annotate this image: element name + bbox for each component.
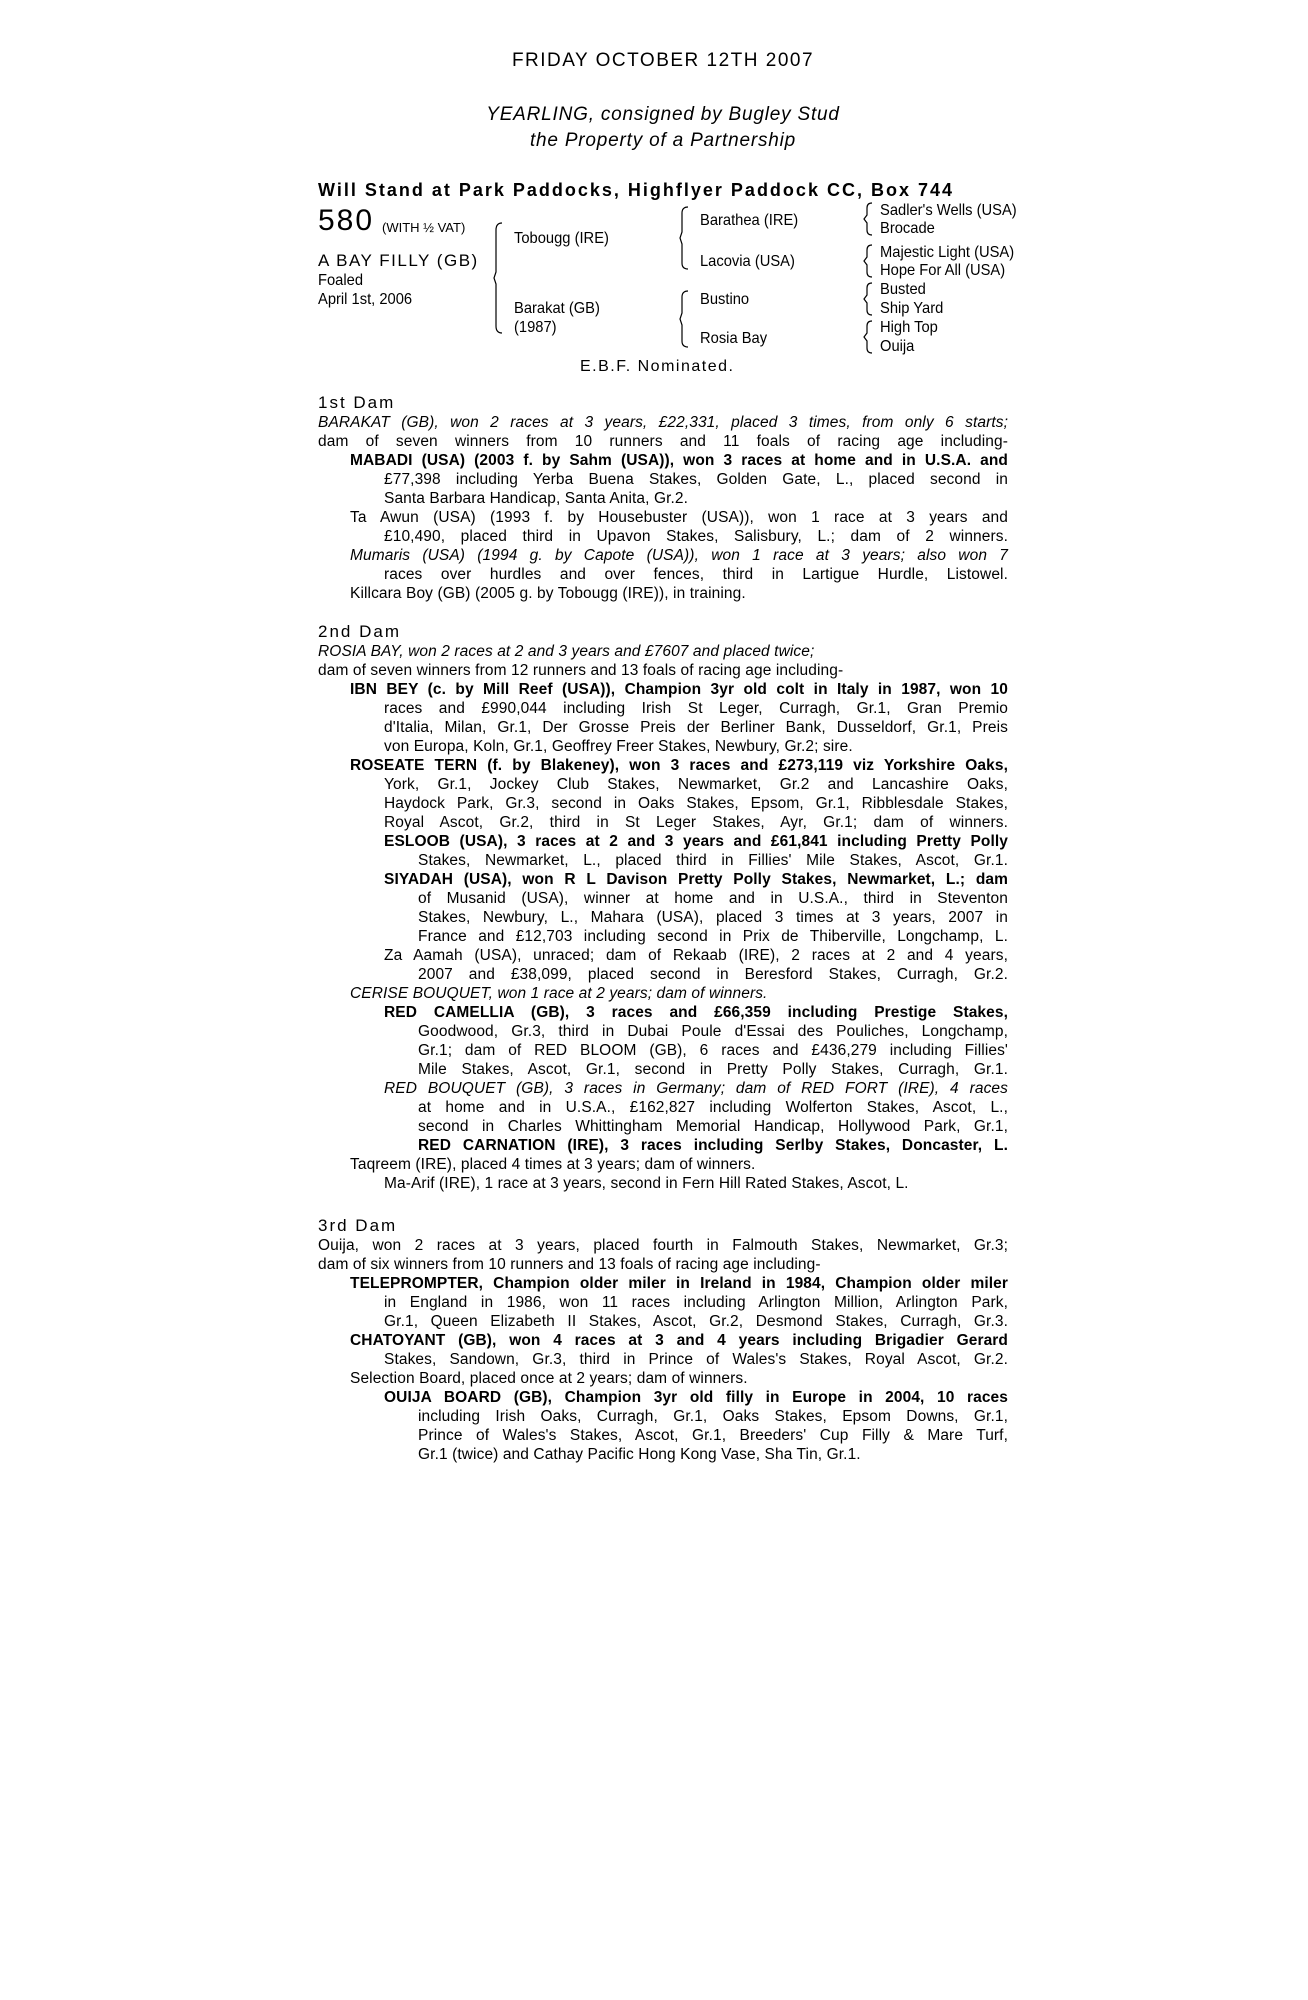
ancestor-brocade: Brocade — [880, 220, 935, 237]
third-dam-heading: 3rd Dam — [318, 1216, 398, 1235]
dam-of-dam: Rosia Bay — [700, 330, 768, 347]
produce-line: TELEPROMPTER, Champion older miler in Ireland in 1984, Champion older miler — [350, 1275, 1008, 1292]
ancestor-ouija: Ouija — [880, 338, 915, 355]
produce-line: races over hurdles and over fences, third in Lartigue Hurdle, Listowel. — [384, 566, 1008, 583]
dam-line: ROSIA BAY, won 2 races at 2 and 3 years and £7607 and placed twice; — [318, 643, 815, 660]
dam-name: Barakat (GB) — [514, 300, 600, 317]
second-dam-section — [318, 622, 1008, 1193]
produce-line: Gr.1, Queen Elizabeth II Stakes, Ascot, Gr.2, Desmond Stakes, Curragh, Gr.3. — [384, 1313, 1008, 1330]
consignor-line: YEARLING, consigned by Bugley Stud — [486, 104, 840, 125]
produce-line: von Europa, Koln, Gr.1, Geoffrey Freer Stakes, Newbury, Gr.2; sire. — [384, 738, 853, 755]
produce-line: SIYADAH (USA), won R L Davison Pretty Polly Stakes, Newmarket, L.; dam — [384, 871, 1008, 888]
produce-line: Mumaris (USA) (1994 g. by Capote (USA)), won 1 race at 3 years; also won 7 — [350, 547, 1008, 564]
produce-line: Selection Board, placed once at 2 years; dam of winners. — [350, 1370, 748, 1387]
produce-line: Stakes, Sandown, Gr.3, third in Prince of Wales's Stakes, Royal Ascot, Gr.2. — [384, 1351, 1008, 1368]
produce-line: in England in 1986, won 11 races including Arlington Million, Arlington Park, — [384, 1294, 1008, 1311]
dam-year: (1987) — [514, 319, 557, 336]
produce-line: CERISE BOUQUET, won 1 race at 2 years; dam of winners. — [350, 985, 768, 1002]
produce-line: Ta Awun (USA) (1993 f. by Housebuster (USA)), won 1 race at 3 years and — [350, 509, 1008, 526]
produce-line: Goodwood, Gr.3, third in Dubai Poule d'Essai des Pouliches, Longchamp, — [418, 1023, 1008, 1040]
third-dam-section — [318, 1216, 1008, 1464]
first-dam-heading: 1st Dam — [318, 393, 396, 412]
produce-line: MABADI (USA) (2003 f. by Sahm (USA)), won 3 races at home and in U.S.A. and — [350, 452, 1008, 469]
produce-line: including Irish Oaks, Curragh, Gr.1, Oaks Stakes, Epsom Downs, Gr.1, — [418, 1408, 1008, 1425]
property-line: the Property of a Partnership — [529, 130, 797, 151]
produce-line: Prince of Wales's Stakes, Ascot, Gr.1, Breeders' Cup Filly & Mare Turf, — [418, 1427, 1008, 1444]
produce-line: of Musanid (USA), winner at home and in U.S.A., third in Steventon — [418, 890, 1008, 907]
dam-line-bracket — [680, 290, 690, 348]
foaled-label: Foaled — [318, 272, 364, 289]
produce-line: Haydock Park, Gr.3, second in Oaks Stakes, Epsom, Gr.1, Ribblesdale Stakes, — [384, 795, 1008, 812]
second-dam-heading: 2nd Dam — [318, 622, 401, 641]
ancestor-sadlers-wells: Sadler's Wells (USA) — [880, 202, 1017, 219]
sire-line-bracket — [680, 206, 690, 270]
ancestor-high-top: High Top — [880, 319, 938, 336]
lot-number: 580 — [318, 204, 375, 237]
rosia-bay-bracket — [864, 320, 874, 354]
produce-line: Royal Ascot, Gr.2, third in St Leger Stakes, Ayr, Gr.1; dam of winners. — [384, 814, 1008, 831]
sire-dam-bracket — [494, 222, 504, 334]
produce-line: Ma-Arif (IRE), 1 race at 3 years, second in Fern Hill Rated Stakes, Ascot, L. — [384, 1175, 909, 1192]
dam-line: BARAKAT (GB), won 2 races at 3 years, £22,331, placed 3 times, from only 6 starts; — [318, 414, 1008, 431]
produce-line: Stakes, Newmarket, L., placed third in Fillies' Mile Stakes, Ascot, Gr.1. — [418, 852, 1008, 869]
produce-line: RED CAMELLIA (GB), 3 races and £66,359 including Prestige Stakes, — [384, 1004, 1008, 1021]
produce-line: second in Charles Whittingham Memorial Handicap, Hollywood Park, Gr.1, — [418, 1118, 1008, 1135]
produce-line: OUIJA BOARD (GB), Champion 3yr old filly in Europe in 2004, 10 races — [384, 1389, 1008, 1406]
foaled-date: April 1st, 2006 — [318, 291, 413, 308]
produce-line: RED CARNATION (IRE), 3 races including Serlby Stakes, Doncaster, L. — [418, 1137, 1008, 1154]
produce-line: d'Italia, Milan, Gr.1, Der Grosse Preis der Berliner Bank, Dusseldorf, Gr.1, Preis — [384, 719, 1008, 736]
ancestor-busted: Busted — [880, 281, 926, 298]
produce-line: ESLOOB (USA), 3 races at 2 and 3 years and £61,841 including Pretty Polly — [384, 833, 1008, 850]
produce-line: at home and in U.S.A., £162,827 including Wolferton Stakes, Ascot, L., — [418, 1099, 1008, 1116]
ancestor-ship-yard: Ship Yard — [880, 300, 944, 317]
ancestor-hope-for-all: Hope For All (USA) — [880, 262, 1006, 279]
bustino-bracket — [864, 282, 874, 316]
produce-line: Taqreem (IRE), placed 4 times at 3 years; dam of winners. — [350, 1156, 756, 1173]
produce-line: York, Gr.1, Jockey Club Stakes, Newmarket, Gr.2 and Lancashire Oaks, — [384, 776, 1008, 793]
produce-line: RED BOUQUET (GB), 3 races in Germany; dam of RED FORT (IRE), 4 races — [384, 1080, 1008, 1097]
produce-line: ROSEATE TERN (f. by Blakeney), won 3 races and £273,119 viz Yorkshire Oaks, — [350, 757, 1008, 774]
produce-line: £77,398 including Yerba Buena Stakes, Golden Gate, L., placed second in — [384, 471, 1008, 488]
produce-line: 2007 and £38,099, placed second in Beresford Stakes, Curragh, Gr.2. — [418, 966, 1008, 983]
produce-line: Mile Stakes, Ascot, Gr.1, second in Pretty Polly Stakes, Curragh, Gr.1. — [418, 1061, 1008, 1078]
dam-line: dam of seven winners from 10 runners and 11 foals of racing age including- — [318, 433, 1008, 450]
vat-note: (WITH ½ VAT) — [382, 220, 466, 235]
horse-description: A BAY FILLY (GB) — [318, 251, 479, 270]
lacovia-bracket — [864, 244, 874, 278]
ebf-nomination: E.B.F. Nominated. — [580, 358, 735, 375]
sire-of-sire: Barathea (IRE) — [700, 212, 799, 229]
produce-line: £10,490, placed third in Upavon Stakes, Salisbury, L.; dam of 2 winners. — [384, 528, 1008, 545]
barathea-bracket — [864, 202, 874, 236]
produce-line: Gr.1; dam of RED BLOOM (GB), 6 races and £436,279 including Fillies' — [418, 1042, 1008, 1059]
produce-line: Killcara Boy (GB) (2005 g. by Tobougg (IRE)), in training. — [350, 585, 746, 602]
produce-line: Santa Barbara Handicap, Santa Anita, Gr.2. — [384, 490, 689, 507]
stand-location: Will Stand at Park Paddocks, Highflyer Paddock CC, Box 744 — [318, 180, 954, 200]
produce-line: Stakes, Newbury, L., Mahara (USA), placed 3 times at 3 years, 2007 in — [418, 909, 1008, 926]
sire-of-dam: Bustino — [700, 291, 750, 308]
sire-name: Tobougg (IRE) — [514, 230, 609, 247]
first-dam-section — [318, 393, 1008, 603]
produce-line: France and £12,703 including second in Prix de Thiberville, Longchamp, L. — [418, 928, 1008, 945]
produce-line: Gr.1 (twice) and Cathay Pacific Hong Kong Vase, Sha Tin, Gr.1. — [418, 1446, 861, 1463]
dam-line: dam of six winners from 10 runners and 13 foals of racing age including- — [318, 1256, 821, 1273]
produce-line: IBN BEY (c. by Mill Reef (USA)), Champion 3yr old colt in Italy in 1987, won 10 — [350, 681, 1008, 698]
sale-date: FRIDAY OCTOBER 12TH 2007 — [511, 50, 815, 71]
dam-line: Ouija, won 2 races at 3 years, placed fourth in Falmouth Stakes, Newmarket, Gr.3; — [318, 1237, 1008, 1254]
ancestor-majestic-light: Majestic Light (USA) — [880, 244, 1015, 261]
produce-line: Za Aamah (USA), unraced; dam of Rekaab (IRE), 2 races at 2 and 4 years, — [384, 947, 1008, 964]
dam-line: dam of seven winners from 12 runners and 13 foals of racing age including- — [318, 662, 844, 679]
produce-line: races and £990,044 including Irish St Leger, Curragh, Gr.1, Gran Premio — [384, 700, 1008, 717]
produce-line: CHATOYANT (GB), won 4 races at 3 and 4 years including Brigadier Gerard — [350, 1332, 1008, 1349]
dam-of-sire: Lacovia (USA) — [700, 253, 795, 270]
